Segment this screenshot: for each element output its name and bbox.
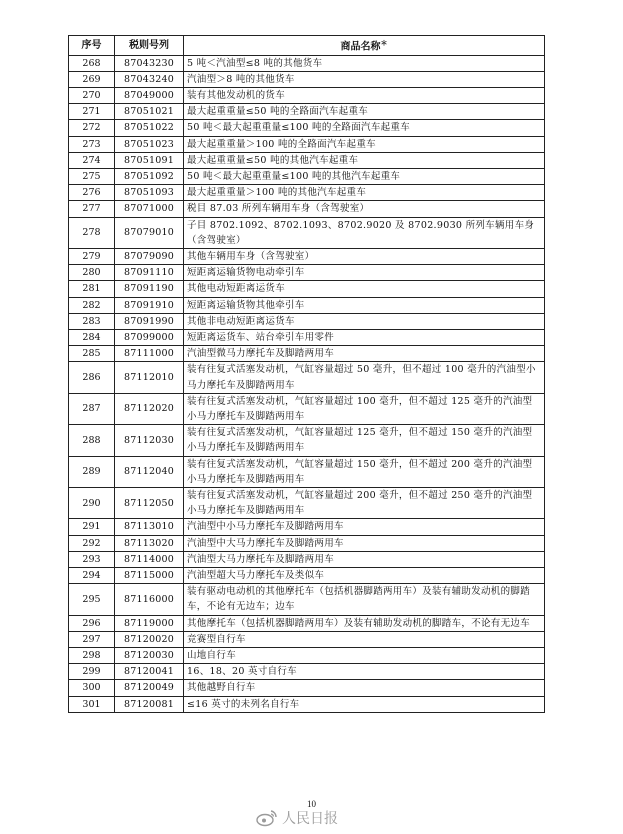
table-row	[69, 664, 545, 680]
row-code: 87051093	[115, 185, 184, 201]
row-seq: 272	[69, 120, 115, 136]
row-seq: 295	[69, 584, 115, 615]
table-row	[69, 488, 545, 519]
table-row	[69, 201, 545, 217]
row-name: 短距离运输货物其他牵引车	[184, 297, 545, 313]
table-row	[69, 71, 545, 87]
row-seq: 292	[69, 535, 115, 551]
table-row	[69, 168, 545, 184]
table-row	[69, 519, 545, 535]
row-name: 装有往复式活塞发动机，气缸容量超过 125 毫升，但不超过 150 毫升的汽油型小马力摩托车及脚踏两用车	[184, 425, 545, 456]
header-name-mark: ＊	[380, 39, 388, 47]
row-name: 税目 87.03 所列车辆用车身（含驾驶室）	[184, 201, 545, 217]
row-name: 装有其他发动机的货车	[184, 87, 545, 103]
row-code: 87091990	[115, 313, 184, 329]
table-row	[69, 87, 545, 103]
row-seq: 279	[69, 248, 115, 264]
row-seq: 284	[69, 329, 115, 345]
table-row	[69, 535, 545, 551]
row-code: 87043240	[115, 71, 184, 87]
row-name: 子目 8702.1092、8702.1093、8702.9020 及 8702.9030 所列车辆用车身（含驾驶室）	[184, 217, 545, 248]
row-name: 5 吨＜汽油型≤8 吨的其他货车	[184, 55, 545, 71]
page-number: 10	[307, 799, 316, 809]
table-row	[69, 346, 545, 362]
row-seq: 268	[69, 55, 115, 71]
row-code: 87116000	[115, 584, 184, 615]
row-name: 其他车辆用车身（含驾驶室）	[184, 248, 545, 264]
row-code: 87091910	[115, 297, 184, 313]
row-code: 87112040	[115, 456, 184, 487]
row-name: 汽油型大马力摩托车及脚踏两用车	[184, 551, 545, 567]
row-code: 87120030	[115, 648, 184, 664]
row-seq: 278	[69, 217, 115, 248]
row-name: 汽油型＞8 吨的其他货车	[184, 71, 545, 87]
row-code: 87051021	[115, 104, 184, 120]
row-seq: 283	[69, 313, 115, 329]
row-name: 50 吨＜最大起重重量≤100 吨的其他汽车起重车	[184, 168, 545, 184]
row-seq: 280	[69, 265, 115, 281]
row-code: 87120020	[115, 631, 184, 647]
row-name: 汽油型中小马力摩托车及脚踏两用车	[184, 519, 545, 535]
row-code: 87119000	[115, 615, 184, 631]
table-row	[69, 329, 545, 345]
table-row	[69, 568, 545, 584]
row-seq: 299	[69, 664, 115, 680]
row-seq: 282	[69, 297, 115, 313]
header-name	[184, 36, 545, 56]
row-name: 50 吨＜最大起重重量≤100 吨的全路面汽车起重车	[184, 120, 545, 136]
row-code: 87051092	[115, 168, 184, 184]
table-row	[69, 248, 545, 264]
table-row	[69, 696, 545, 712]
row-code: 87114000	[115, 551, 184, 567]
row-code: 87079010	[115, 217, 184, 248]
row-seq: 281	[69, 281, 115, 297]
row-seq: 287	[69, 393, 115, 424]
row-seq: 301	[69, 696, 115, 712]
row-code: 87049000	[115, 87, 184, 103]
row-seq: 298	[69, 648, 115, 664]
row-name: 汽油型超大马力摩托车及类似车	[184, 568, 545, 584]
watermark-text: 人民日报	[282, 811, 338, 827]
row-seq: 286	[69, 362, 115, 393]
row-seq: 285	[69, 346, 115, 362]
row-code: 87112050	[115, 488, 184, 519]
row-seq: 288	[69, 425, 115, 456]
row-code: 87099000	[115, 329, 184, 345]
watermark	[256, 808, 338, 828]
table-row	[69, 584, 545, 615]
row-seq: 297	[69, 631, 115, 647]
row-seq: 277	[69, 201, 115, 217]
row-seq: 270	[69, 87, 115, 103]
row-name: 其他越野自行车	[184, 680, 545, 696]
header-code: 税则号列	[115, 36, 184, 56]
row-seq: 271	[69, 104, 115, 120]
table-body	[69, 55, 545, 712]
row-name: 汽油型微马力摩托车及脚踏两用车	[184, 346, 545, 362]
row-name: 装有往复式活塞发动机，气缸容量超过 100 毫升，但不超过 125 毫升的汽油型小马力摩托车及脚踏两用车	[184, 393, 545, 424]
table-row	[69, 648, 545, 664]
row-code: 87112010	[115, 362, 184, 393]
row-name: 16、18、20 英寸自行车	[184, 664, 545, 680]
row-name: 最大起重重量≤50 吨的其他汽车起重车	[184, 152, 545, 168]
row-name: 最大起重重量＞100 吨的全路面汽车起重车	[184, 136, 545, 152]
row-seq: 275	[69, 168, 115, 184]
row-code: 87111000	[115, 346, 184, 362]
row-seq: 293	[69, 551, 115, 567]
row-name: 装有驱动电动机的其他摩托车（包括机器脚踏两用车）及装有辅助发动机的脚踏车，不论有无边车；边车	[184, 584, 545, 615]
row-seq: 291	[69, 519, 115, 535]
row-code: 87051022	[115, 120, 184, 136]
row-name: ≤16 英寸的未列名自行车	[184, 696, 545, 712]
row-code: 87120049	[115, 680, 184, 696]
row-code: 87112020	[115, 393, 184, 424]
row-code: 87091110	[115, 265, 184, 281]
row-code: 87115000	[115, 568, 184, 584]
row-seq: 273	[69, 136, 115, 152]
table-row	[69, 136, 545, 152]
table-row	[69, 425, 545, 456]
table-row	[69, 152, 545, 168]
row-name: 其他非电动短距离运货车	[184, 313, 545, 329]
row-seq: 296	[69, 615, 115, 631]
row-code: 87091190	[115, 281, 184, 297]
table-header-row	[69, 36, 545, 56]
table-row	[69, 615, 545, 631]
weibo-logo-icon	[256, 809, 278, 827]
row-seq: 294	[69, 568, 115, 584]
tariff-goods-table	[68, 35, 545, 713]
row-seq: 300	[69, 680, 115, 696]
header-seq: 序号	[69, 36, 115, 56]
header-name-label: 商品名称	[340, 41, 381, 53]
row-name: 其他电动短距离运货车	[184, 281, 545, 297]
row-seq: 274	[69, 152, 115, 168]
row-code: 87071000	[115, 201, 184, 217]
table-row	[69, 631, 545, 647]
row-code: 87113020	[115, 535, 184, 551]
table-row	[69, 551, 545, 567]
row-seq: 276	[69, 185, 115, 201]
row-name: 装有往复式活塞发动机，气缸容量超过 50 毫升，但不超过 100 毫升的汽油型小马力摩托车及脚踏两用车	[184, 362, 545, 393]
row-name: 短距离运输货物电动牵引车	[184, 265, 545, 281]
row-code: 87112030	[115, 425, 184, 456]
table-row	[69, 362, 545, 393]
table-row	[69, 185, 545, 201]
row-name: 短距离运货车、站台牵引车用零件	[184, 329, 545, 345]
table-row	[69, 297, 545, 313]
table-row	[69, 120, 545, 136]
row-seq: 289	[69, 456, 115, 487]
table-row	[69, 680, 545, 696]
row-name: 装有往复式活塞发动机，气缸容量超过 150 毫升，但不超过 200 毫升的汽油型小马力摩托车及脚踏两用车	[184, 456, 545, 487]
row-name: 最大起重重量＞100 吨的其他汽车起重车	[184, 185, 545, 201]
row-code: 87113010	[115, 519, 184, 535]
row-name: 山地自行车	[184, 648, 545, 664]
table-row	[69, 313, 545, 329]
table-row	[69, 217, 545, 248]
table-row	[69, 456, 545, 487]
row-code: 87120081	[115, 696, 184, 712]
row-name: 汽油型中大马力摩托车及脚踏两用车	[184, 535, 545, 551]
table-row	[69, 265, 545, 281]
row-code: 87120041	[115, 664, 184, 680]
row-seq: 290	[69, 488, 115, 519]
row-code: 87043230	[115, 55, 184, 71]
table-row	[69, 104, 545, 120]
row-name: 最大起重重量≤50 吨的全路面汽车起重车	[184, 104, 545, 120]
row-code: 87051023	[115, 136, 184, 152]
row-name: 装有往复式活塞发动机，气缸容量超过 200 毫升，但不超过 250 毫升的汽油型小马力摩托车及脚踏两用车	[184, 488, 545, 519]
row-seq: 269	[69, 71, 115, 87]
row-name: 其他摩托车（包括机器脚踏两用车）及装有辅助发动机的脚踏车，不论有无边车	[184, 615, 545, 631]
table-row	[69, 281, 545, 297]
table-row	[69, 55, 545, 71]
row-code: 87051091	[115, 152, 184, 168]
table-row	[69, 393, 545, 424]
row-name: 竞赛型自行车	[184, 631, 545, 647]
row-code: 87079090	[115, 248, 184, 264]
